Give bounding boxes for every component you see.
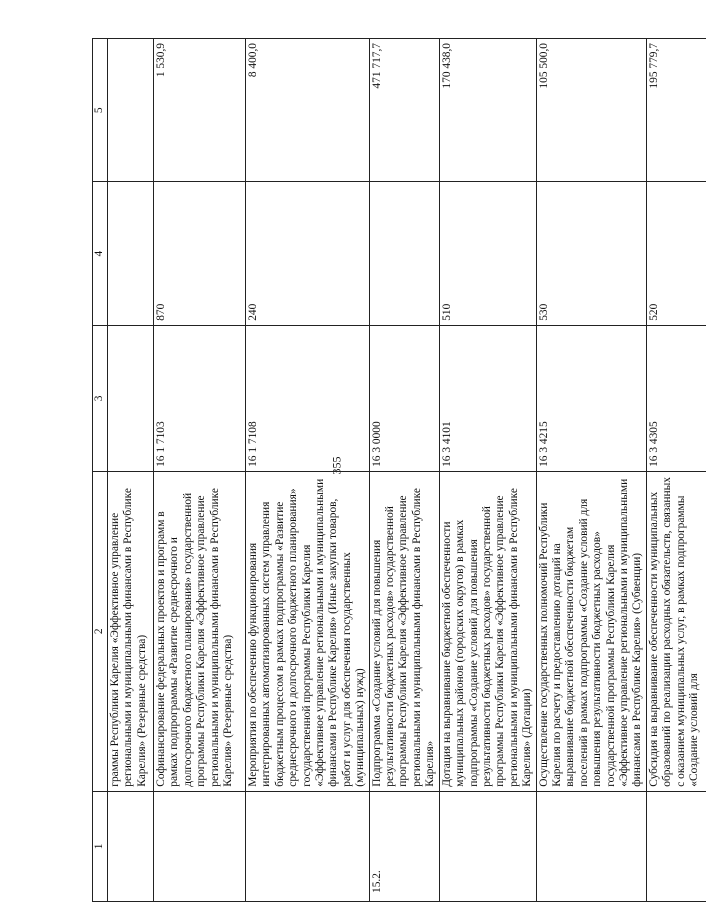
amount: 8 400,0 bbox=[246, 39, 370, 182]
expense-type-code: 510 bbox=[439, 182, 536, 325]
table-row bbox=[108, 39, 154, 902]
amount: 1 530,9 bbox=[154, 39, 246, 182]
expense-type-code: 530 bbox=[536, 182, 646, 325]
expense-type-code: 240 bbox=[246, 182, 370, 325]
section-number: 15.2. bbox=[369, 791, 439, 901]
expense-name: Осуществление государственных полномочий Республики Карелия по расчету и предоставлению дотаций на выравнивание бюджетной обеспеченности бюджетам поселений в рамках подпрограммы «Создание условий для повышения результативности бюджетных расходов» государственной программы Республики Карелия «Эффективное управление региональными и муниципальными финансами в Республике Карелия» (Субвенции) bbox=[536, 471, 646, 791]
target-code: 16 3 0000 bbox=[369, 325, 439, 471]
amount: 195 779,7 bbox=[646, 39, 706, 182]
table-row bbox=[536, 39, 646, 902]
budget-table-sheet bbox=[92, 38, 700, 902]
target-code: 16 3 4101 bbox=[439, 325, 536, 471]
expense-type-code bbox=[108, 182, 154, 325]
table-header-row bbox=[93, 39, 108, 902]
expense-name: Мероприятия по обеспечению функционирования интегрированных автоматизированных систем управления бюджетным процессом в рамках подпрограммы «Развитие среднесрочного и долгосрочного бюджетного планирования» государственной программы Республики Карелия «Эффективное управление региональными и муниципальными финансами в Республике Карелия» (Иные закупки товаров, работ и услуг для обеспечения государственных (муниципальных) нужд) bbox=[246, 471, 370, 791]
expense-type-code: 870 bbox=[154, 182, 246, 325]
expense-type-code bbox=[369, 182, 439, 325]
amount bbox=[108, 39, 154, 182]
target-code: 16 3 4215 bbox=[536, 325, 646, 471]
section-number bbox=[246, 791, 370, 901]
amount: 471 717,7 bbox=[369, 39, 439, 182]
page-number: 355 bbox=[329, 456, 344, 475]
table-row bbox=[246, 39, 370, 902]
expense-name: Субсидия на выравнивание обеспеченности муниципальных образований по реализации расходных обязательств, связанных с оказанием муниципальных услуг, в рамках подпрограммы «Создание условий для bbox=[646, 471, 706, 791]
table-row bbox=[154, 39, 246, 902]
column-header: 4 bbox=[93, 182, 108, 325]
target-code: 16 3 4305 bbox=[646, 325, 706, 471]
expense-name: Подпрограмма «Создание условий для повышения результативности бюджетных расходов» государственной программы Республики Карелия «Эффективное управление региональными и муниципальными финансами в Республике Карелия» bbox=[369, 471, 439, 791]
table-row bbox=[369, 39, 439, 902]
section-number bbox=[154, 791, 246, 901]
expense-name: Дотация на выравнивание бюджетной обеспеченности муниципальных районов (городских округов) в рамках подпрограммы «Создание условий для повышения результативности бюджетных расходов» государственной программы Республики Карелия «Эффективное управление региональными и муниципальными финансами в Республике Карелия» (Дотации) bbox=[439, 471, 536, 791]
table-row bbox=[439, 39, 536, 902]
target-code bbox=[108, 325, 154, 471]
target-code: 16 1 7103 bbox=[154, 325, 246, 471]
section-number bbox=[646, 791, 706, 901]
table-row bbox=[646, 39, 706, 902]
section-number bbox=[536, 791, 646, 901]
section-number bbox=[108, 791, 154, 901]
target-code: 16 1 7108 bbox=[246, 325, 370, 471]
budget-table bbox=[92, 38, 706, 902]
amount: 170 438,0 bbox=[439, 39, 536, 182]
column-header: 2 bbox=[93, 471, 108, 791]
expense-type-code: 520 bbox=[646, 182, 706, 325]
column-header: 1 bbox=[93, 791, 108, 901]
column-header: 5 bbox=[93, 39, 108, 182]
section-number bbox=[439, 791, 536, 901]
expense-name: граммы Республики Карелия «Эффективное управление региональными и муниципальными финансами в Республике Карелия» (Резервные средства) bbox=[108, 471, 154, 791]
amount: 105 500,0 bbox=[536, 39, 646, 182]
column-header: 3 bbox=[93, 325, 108, 471]
expense-name: Софинансирование федеральных проектов и программ в рамках подпрограммы «Развитие среднесрочного и долгосрочного бюджетного планирования» государственной программы Республики Карелия «Эффективное управление региональными и муниципальными финансами в Республике Карелия» (Резервные средства) bbox=[154, 471, 246, 791]
